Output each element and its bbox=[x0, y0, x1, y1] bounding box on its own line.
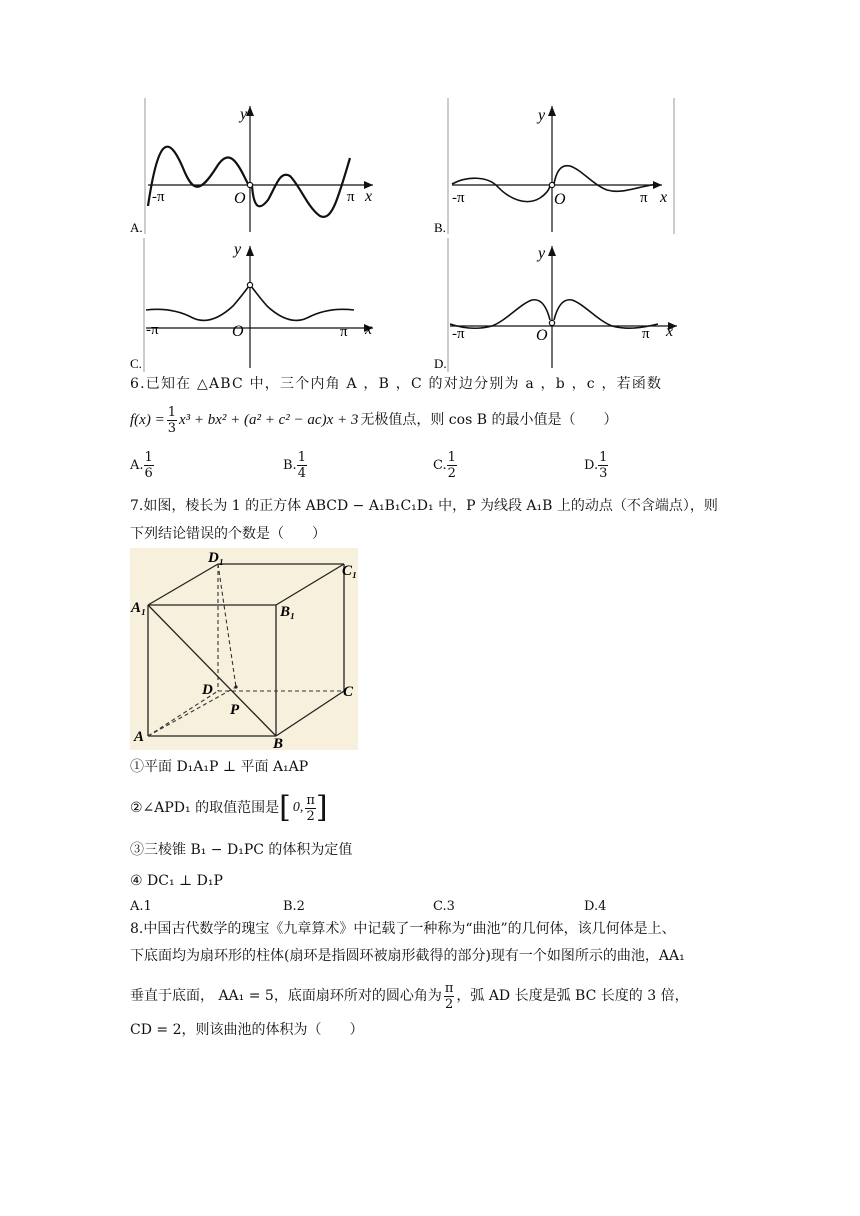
graph-option-b[interactable] bbox=[432, 98, 682, 234]
graph-c-curve-right bbox=[251, 286, 354, 320]
q8-line3 bbox=[130, 974, 689, 1018]
q7-line1: 7.如图，棱长为 1 的正方体 ABCD − A₁B₁C₁D₁ 中，P 为线段 A₁B 上的动点（不含端点），则 bbox=[130, 498, 718, 514]
graph-a-origin-point bbox=[247, 182, 252, 187]
q7-line2: 下列结论错误的个数是（ ） bbox=[130, 526, 326, 542]
graph-d-pi: π bbox=[642, 326, 650, 342]
q6-option-d-num: 1 bbox=[599, 450, 608, 465]
graph-c-svg bbox=[128, 238, 378, 372]
q7-range-lead: 0, bbox=[292, 800, 304, 815]
q6-option-a-num: 1 bbox=[144, 450, 153, 465]
graph-a-svg bbox=[128, 98, 378, 234]
cube-edge-a1d1 bbox=[148, 564, 218, 605]
graph-option-d[interactable] bbox=[432, 238, 682, 372]
graph-d-x-label: x bbox=[666, 323, 674, 340]
q6-option-b-frac bbox=[297, 450, 307, 481]
cube-label-b: B bbox=[273, 736, 284, 750]
cube-label-b1: B₁ bbox=[280, 604, 296, 620]
q6-option-d-label: D. bbox=[584, 458, 599, 473]
q7-statement-4: ④ DC₁ ⊥ D₁P bbox=[130, 873, 223, 889]
cube-label-a: A bbox=[134, 729, 145, 745]
q6-option-d-den: 3 bbox=[599, 466, 608, 481]
q7-option-b[interactable]: B.2 bbox=[283, 899, 305, 914]
q6-option-c-den: 2 bbox=[447, 466, 456, 481]
q6-option-a[interactable] bbox=[130, 450, 154, 481]
q6-option-c-label: C. bbox=[433, 458, 447, 473]
cube-label-c: C bbox=[343, 684, 354, 700]
q8-angle-num: π bbox=[444, 980, 454, 996]
cube-diagonal-a1b bbox=[148, 605, 276, 736]
graph-d-y-arrow bbox=[548, 246, 556, 256]
graph-d-y-label: y bbox=[538, 245, 546, 262]
q7-range-right-bracket: ] bbox=[315, 790, 328, 825]
cube-figure bbox=[130, 548, 358, 750]
q6-option-c[interactable] bbox=[433, 450, 457, 481]
graph-a-pi: π bbox=[347, 189, 355, 205]
graph-b-origin-point bbox=[549, 182, 554, 187]
q7-statement-3: ③三棱锥 B₁ − D₁PC 的体积为定值 bbox=[130, 842, 353, 858]
graph-a-letter: A. bbox=[130, 220, 143, 234]
graph-a-y-label: y bbox=[240, 106, 248, 123]
q6-option-a-label: A. bbox=[130, 458, 144, 473]
q7-statement-1: ①平面 D₁A₁P ⊥ 平面 A₁AP bbox=[130, 759, 309, 775]
cube-svg bbox=[130, 548, 358, 750]
q6-option-c-frac bbox=[447, 450, 457, 481]
q6-option-d[interactable] bbox=[584, 450, 608, 481]
graph-c-origin-label: O bbox=[232, 323, 244, 340]
q6-frac-num: 1 bbox=[167, 404, 176, 420]
q8-line4: CD = 2，则该曲池的体积为（ ） bbox=[130, 1022, 364, 1038]
graph-b-letter: B. bbox=[434, 220, 446, 234]
graph-d-origin-point bbox=[549, 320, 554, 325]
graph-c-y-label: y bbox=[234, 241, 242, 258]
graph-b-origin-label: O bbox=[554, 191, 566, 208]
graph-b-pi: π bbox=[640, 190, 648, 206]
graph-a-y-arrow bbox=[246, 106, 254, 116]
graph-d-neg-pi: -π bbox=[452, 326, 465, 342]
q6-option-c-num: 1 bbox=[447, 450, 456, 465]
q6-formula-line bbox=[130, 398, 617, 442]
q8-line3-b: ，弧 AD 长度是弧 BC 长度的 3 倍， bbox=[456, 988, 689, 1004]
graph-c-peak-point bbox=[247, 282, 252, 287]
graph-c-curve-left bbox=[146, 286, 249, 320]
q6-option-d-frac bbox=[598, 450, 608, 481]
graph-c-neg-pi: -π bbox=[146, 322, 159, 338]
graph-b-svg bbox=[432, 98, 682, 234]
graph-b-y-label: y bbox=[538, 107, 546, 124]
q6-option-a-frac bbox=[144, 450, 154, 481]
graph-c-letter: C. bbox=[130, 356, 142, 371]
q8-line3-a: 垂直于底面， AA₁ = 5，底面扇环所对的圆心角为 bbox=[130, 988, 442, 1004]
q8-line2: 下底面均为扇环形的柱体(扇环是指圆环被扇形截得的部分)现有一个如图所示的曲池，AA₁ bbox=[130, 948, 685, 964]
graph-c-y-arrow bbox=[246, 246, 254, 256]
q7-option-c[interactable]: C.3 bbox=[433, 899, 455, 914]
q6-option-b-num: 1 bbox=[297, 450, 306, 465]
graph-b-curve-left bbox=[452, 178, 550, 201]
graph-b-curve-right bbox=[554, 166, 657, 192]
q8-line1: 8.中国古代数学的瑰宝《九章算术》中记载了一种称为“曲池”的几何体，该几何体是上、 bbox=[130, 921, 676, 937]
q6-line1: 6.已知在 △ABC 中，三个内角 A ，B ，C 的对边分别为 a ，b ，c ，若函数 bbox=[130, 376, 663, 392]
cube-label-c1: C₁ bbox=[342, 563, 358, 579]
q7-range-frac bbox=[305, 793, 316, 824]
q6-option-b[interactable] bbox=[283, 450, 307, 481]
graph-a-curve-right bbox=[252, 158, 350, 217]
q6-fx: f(x) = bbox=[130, 412, 165, 428]
cube-point-p bbox=[234, 685, 237, 688]
graph-c-pi: π bbox=[340, 324, 348, 340]
q8-angle-den: 2 bbox=[444, 996, 454, 1012]
q6-fraction bbox=[167, 405, 177, 436]
graph-b-x-label: x bbox=[660, 189, 668, 206]
q6-formula-rest: x³ + bx² + (a² + c² − ac)x + 3 bbox=[178, 412, 359, 428]
graph-a-neg-pi: -π bbox=[152, 189, 165, 205]
cube-label-d1: D₁ bbox=[208, 550, 225, 566]
graph-d-svg bbox=[432, 238, 682, 372]
graph-c-x-label: x bbox=[365, 321, 373, 338]
q8-angle-frac bbox=[444, 981, 455, 1012]
cube-label-a1: A₁ bbox=[131, 600, 147, 616]
cube-line-d1p bbox=[218, 564, 236, 687]
graph-a-origin-label: O bbox=[234, 190, 246, 207]
graph-a-x-label: x bbox=[365, 188, 373, 205]
q6-option-b-den: 4 bbox=[297, 466, 306, 481]
q6-frac-den: 3 bbox=[167, 420, 176, 436]
q6-option-a-den: 6 bbox=[144, 466, 153, 481]
graph-b-y-arrow bbox=[548, 106, 556, 116]
cube-line-ap bbox=[148, 687, 236, 736]
graph-d-curve-left bbox=[450, 300, 550, 328]
q7-range-left-bracket: [ bbox=[279, 790, 291, 825]
graph-option-a[interactable] bbox=[128, 98, 378, 234]
graph-b-neg-pi: -π bbox=[452, 190, 465, 206]
graph-d-origin-label: O bbox=[536, 327, 548, 344]
cube-label-p: P bbox=[230, 702, 240, 718]
q7-option-a[interactable]: A.1 bbox=[130, 899, 152, 914]
q7-range-num: π bbox=[306, 792, 315, 808]
cube-edge-b1c1 bbox=[276, 564, 344, 605]
graph-option-c[interactable] bbox=[128, 238, 378, 372]
graph-d-letter: D. bbox=[434, 356, 447, 371]
q7-statement-2-line bbox=[130, 786, 328, 830]
q7-option-d[interactable]: D.4 bbox=[584, 899, 607, 914]
q7-range-den: 2 bbox=[306, 808, 315, 824]
q6-suffix: 无极值点，则 cos B 的最小值是（ ） bbox=[360, 412, 618, 428]
cube-label-d: D bbox=[202, 682, 213, 698]
q7-statement-2: ②∠APD₁ 的取值范围是 bbox=[130, 800, 280, 816]
q6-option-b-label: B. bbox=[283, 458, 297, 473]
cube-edge-bc bbox=[276, 691, 344, 736]
graph-d-curve-right bbox=[554, 300, 658, 328]
